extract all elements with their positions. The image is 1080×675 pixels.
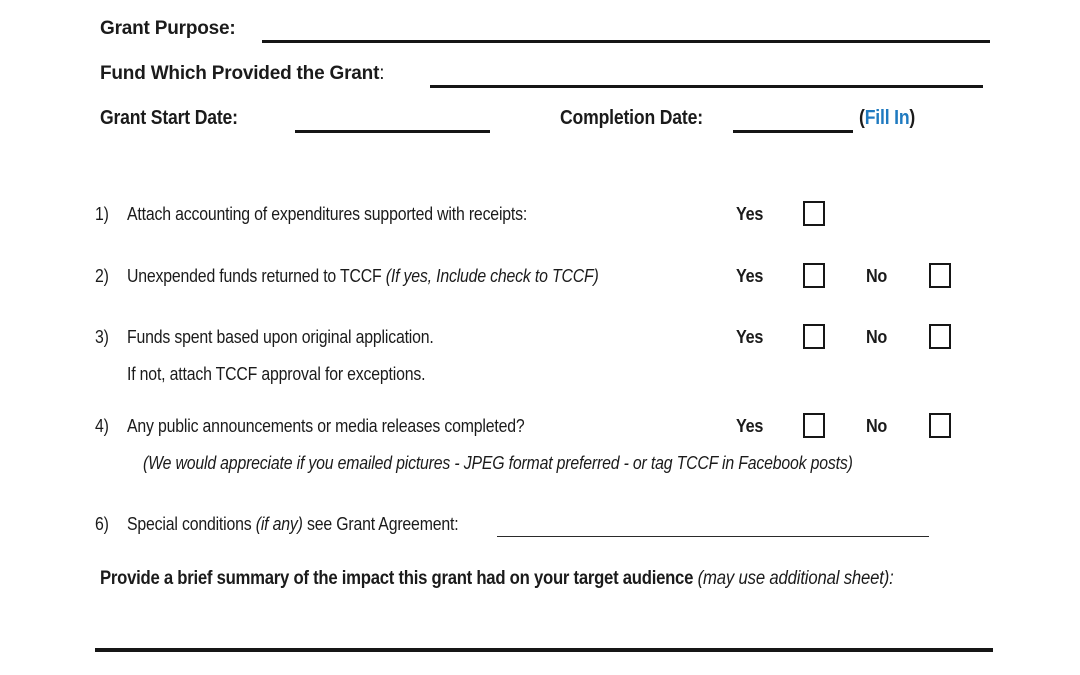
- summary-prompt: [100, 568, 1002, 590]
- summary-prompt-italic: (may use additional sheet):: [693, 568, 894, 589]
- grant-purpose-input-line[interactable]: [262, 40, 990, 43]
- fund-label-colon: :: [379, 63, 385, 84]
- q4-no-checkbox[interactable]: [929, 413, 951, 438]
- q2-yes-checkbox[interactable]: [803, 263, 825, 288]
- q4-text-wrap: [127, 416, 579, 437]
- grant-start-date-input-line[interactable]: [295, 130, 490, 133]
- q4-note: (We would appreciate if you emailed pictures - JPEG format preferred - or tag TCCF in Facebook posts): [143, 453, 853, 473]
- fund-label-row: [100, 63, 384, 85]
- completion-date-label-wrap: [560, 107, 722, 130]
- q3-no-label-wrap: [866, 327, 889, 348]
- q6-text-italic: (if any): [255, 514, 303, 534]
- q2-no-checkbox[interactable]: [929, 263, 951, 288]
- fund-input-line[interactable]: [430, 85, 983, 88]
- q6-number-text: 6): [95, 514, 109, 534]
- q3-yes-checkbox[interactable]: [803, 324, 825, 349]
- completion-date-input-line[interactable]: [733, 130, 853, 133]
- q4-number-text: 4): [95, 416, 109, 436]
- q6-text-wrap: [127, 514, 504, 535]
- q1-number-text: 1): [95, 204, 109, 224]
- q4-no-label: No: [866, 416, 888, 436]
- summary-prompt-bold: Provide a brief summary of the impact this grant had on your target audience: [100, 568, 694, 589]
- q2-text: [127, 266, 599, 287]
- fill-in-hint: [859, 107, 923, 130]
- q2-yes-label-wrap: [736, 266, 766, 287]
- q3-text: Funds spent based upon original application.: [127, 327, 434, 347]
- q6-text-before: Special conditions: [127, 514, 256, 534]
- q3-subtext: If not, attach TCCF approval for exceptions.: [127, 364, 426, 384]
- q3-no-label: No: [866, 327, 888, 347]
- q1-yes-label-wrap: [736, 204, 766, 225]
- grant-start-date-label: Grant Start Date:: [100, 107, 238, 129]
- q4-no-label-wrap: [866, 416, 889, 437]
- q3-number-text: 3): [95, 327, 109, 347]
- q2-text-wrap: [127, 266, 663, 287]
- q1-number: [95, 204, 111, 225]
- q1-text-wrap: [127, 204, 582, 225]
- fill-in-hint-text: [859, 107, 915, 130]
- q4-yes-label: Yes: [736, 416, 764, 436]
- q2-number: [95, 266, 111, 287]
- fill-in-open-paren: (: [859, 107, 865, 129]
- q6-text: [127, 514, 458, 535]
- q2-text-italic: (If yes, Include check to TCCF): [385, 266, 599, 286]
- completion-date-label: Completion Date:: [560, 107, 703, 129]
- fill-in-close-paren: ): [909, 107, 916, 129]
- q1-yes-label: Yes: [736, 204, 764, 224]
- fund-label: Fund Which Provided the Grant: [100, 63, 380, 84]
- q1-yes-checkbox[interactable]: [803, 201, 825, 226]
- grant-purpose-label: Grant Purpose:: [100, 18, 236, 39]
- q3-yes-label: Yes: [736, 327, 764, 347]
- q3-yes-label-wrap: [736, 327, 766, 348]
- q4-yes-label-wrap: [736, 416, 766, 437]
- q2-no-label-wrap: [866, 266, 889, 287]
- grant-start-date-label-wrap: [100, 107, 257, 130]
- q2-yes-label: Yes: [736, 266, 764, 286]
- q2-no-label: No: [866, 266, 888, 286]
- q2-number-text: 2): [95, 266, 109, 286]
- q4-text: Any public announcements or media releases completed?: [127, 416, 525, 436]
- q4-yes-checkbox[interactable]: [803, 413, 825, 438]
- q3-number: [95, 327, 111, 348]
- q4-number: [95, 416, 111, 437]
- summary-writing-line[interactable]: [95, 648, 993, 652]
- q6-input-line[interactable]: [497, 536, 929, 537]
- q6-text-after: see Grant Agreement:: [302, 514, 459, 534]
- q3-text-wrap: [127, 327, 475, 348]
- summary-prompt-text: [100, 568, 894, 590]
- q2-text-main: Unexpended funds returned to TCCF: [127, 266, 386, 286]
- q3-subtext-wrap: [127, 364, 466, 385]
- fill-in-link-text[interactable]: Fill In: [864, 107, 910, 129]
- q3-no-checkbox[interactable]: [929, 324, 951, 349]
- q4-note-wrap: [143, 453, 949, 474]
- q6-number: [95, 514, 111, 535]
- q1-text: Attach accounting of expenditures supported with receipts:: [127, 204, 528, 224]
